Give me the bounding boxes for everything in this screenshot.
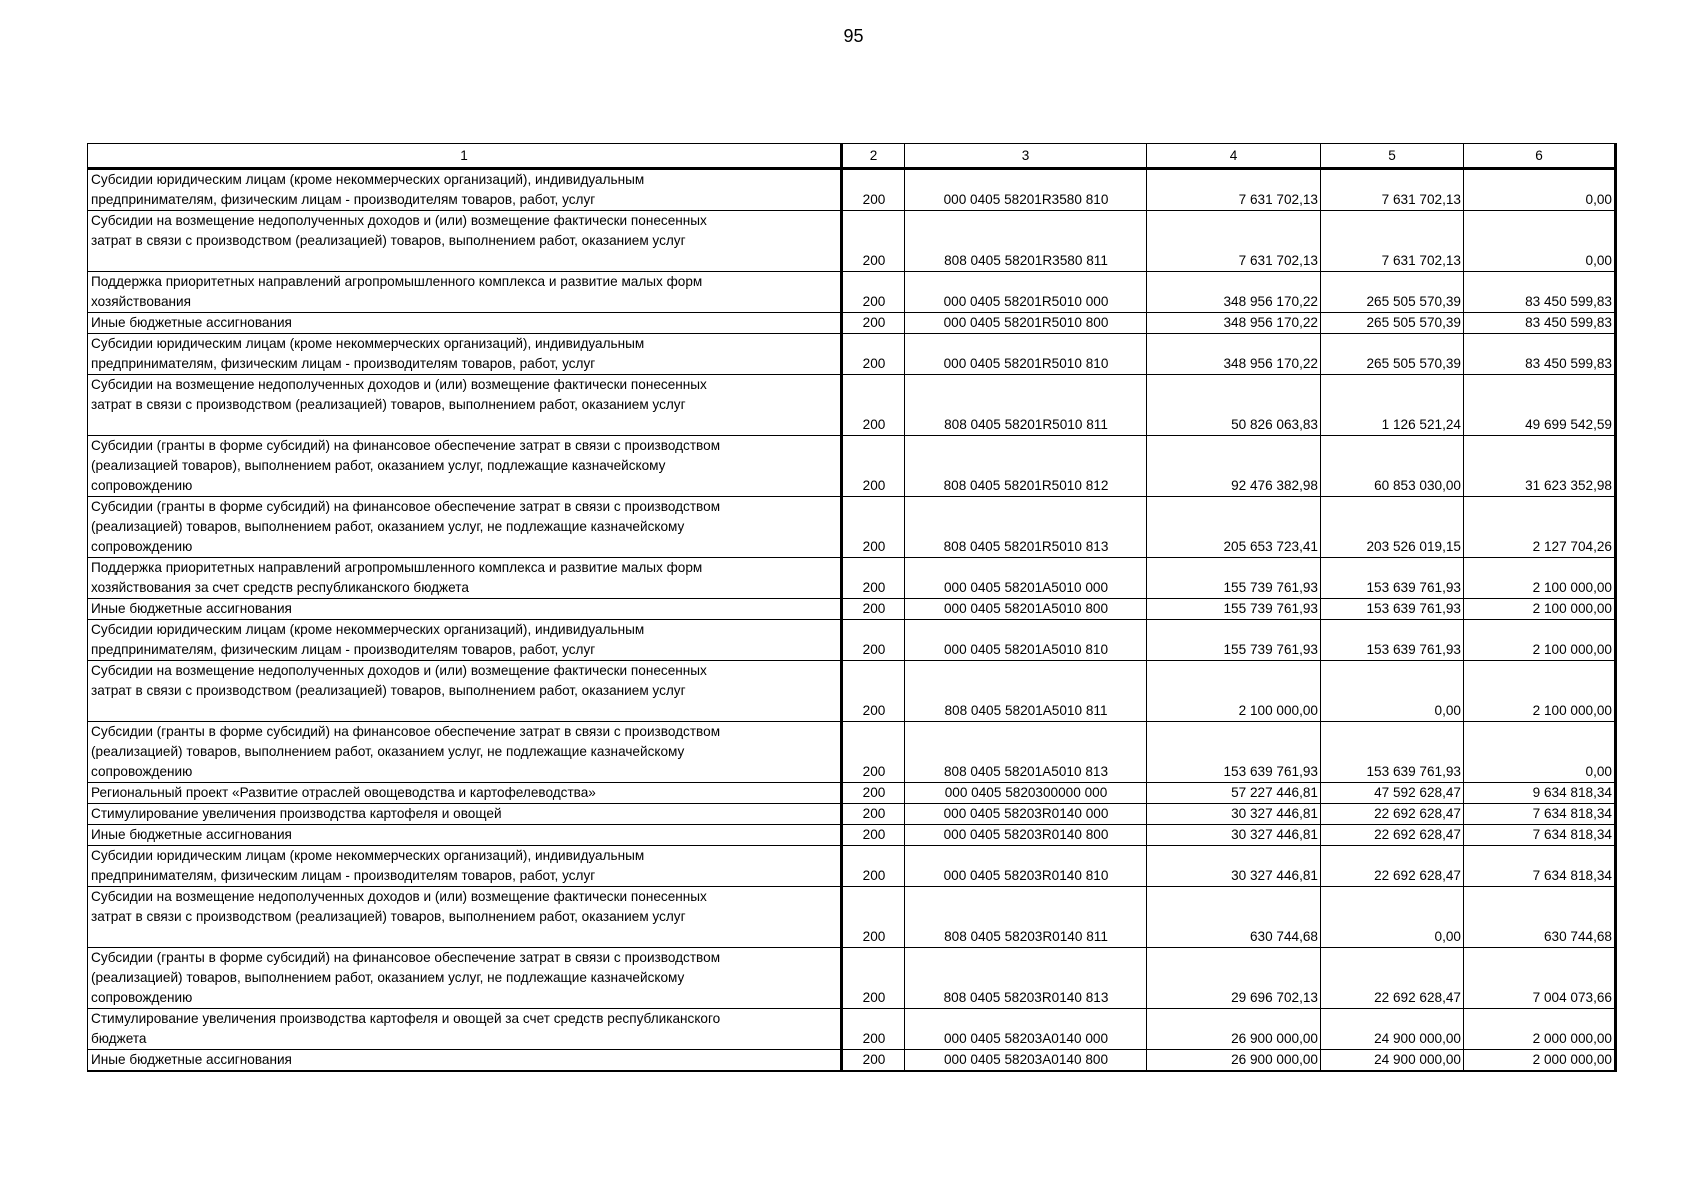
row-budget-classification-code: 000 0405 58203R0140 000	[905, 804, 1147, 825]
row-executed-amount: 153 639 761,93	[1321, 620, 1464, 661]
column-header-3: 3	[905, 144, 1147, 169]
row-unexecuted-amount: 2 100 000,00	[1464, 558, 1616, 599]
table-row	[88, 334, 1616, 375]
row-name	[88, 887, 842, 948]
row-approved-amount: 7 631 702,13	[1147, 211, 1321, 272]
row-section-code: 200	[842, 620, 905, 661]
row-executed-amount: 153 639 761,93	[1321, 558, 1464, 599]
row-name	[88, 804, 842, 825]
table-row	[88, 272, 1616, 313]
row-section-code: 200	[842, 313, 905, 334]
row-name	[88, 334, 842, 375]
row-section-code: 200	[842, 558, 905, 599]
table-header-row	[88, 144, 1616, 169]
row-name-line: (реализацией товаров), выполнением работ, оказанием услуг, подлежащие казначейскому	[91, 458, 666, 473]
row-approved-amount: 2 100 000,00	[1147, 661, 1321, 722]
row-approved-amount: 26 900 000,00	[1147, 1009, 1321, 1050]
row-approved-amount: 50 826 063,83	[1147, 375, 1321, 436]
row-name-line: Субсидии (гранты в форме субсидий) на финансовое обеспечение затрат в связи с производством	[91, 438, 721, 453]
table-row	[88, 887, 1616, 948]
row-approved-amount: 30 327 446,81	[1147, 825, 1321, 846]
row-budget-classification-code: 000 0405 58201A5010 000	[905, 558, 1147, 599]
row-section-code: 200	[842, 599, 905, 620]
row-unexecuted-amount: 7 634 818,34	[1464, 825, 1616, 846]
row-name	[88, 948, 842, 1009]
row-section-code: 200	[842, 846, 905, 887]
row-approved-amount: 30 327 446,81	[1147, 804, 1321, 825]
row-budget-classification-code: 808 0405 58201R3580 811	[905, 211, 1147, 272]
column-header-5: 5	[1321, 144, 1464, 169]
row-name-line: предпринимателям, физическим лицам - производителям товаров, работ, услуг	[91, 356, 596, 371]
page-number: 95	[843, 26, 864, 46]
table-row	[88, 375, 1616, 436]
table-row	[88, 1050, 1616, 1072]
row-name-line	[91, 927, 838, 947]
row-approved-amount: 155 739 761,93	[1147, 599, 1321, 620]
row-name-line: Региональный проект «Развитие отраслей овощеводства и картофелеводства»	[91, 785, 596, 800]
row-section-code: 200	[842, 169, 905, 211]
row-budget-classification-code: 808 0405 58201R5010 812	[905, 436, 1147, 497]
row-executed-amount: 0,00	[1321, 887, 1464, 948]
row-executed-amount: 153 639 761,93	[1321, 722, 1464, 783]
table-row	[88, 783, 1616, 804]
row-name	[88, 1050, 842, 1072]
row-unexecuted-amount: 7 004 073,66	[1464, 948, 1616, 1009]
budget-table	[87, 143, 1617, 1072]
row-name	[88, 722, 842, 783]
row-unexecuted-amount: 49 699 542,59	[1464, 375, 1616, 436]
row-unexecuted-amount: 0,00	[1464, 169, 1616, 211]
row-executed-amount: 0,00	[1321, 661, 1464, 722]
row-name-line: Иные бюджетные ассигнования	[91, 827, 292, 842]
row-name-line: бюджета	[91, 1031, 147, 1046]
row-name	[88, 558, 842, 599]
row-unexecuted-amount: 2 100 000,00	[1464, 599, 1616, 620]
table-row	[88, 169, 1616, 211]
column-header-6: 6	[1464, 144, 1616, 169]
row-name	[88, 436, 842, 497]
row-name-line: сопровождению	[91, 990, 193, 1005]
table-row	[88, 661, 1616, 722]
row-name-line: предпринимателям, физическим лицам - производителям товаров, работ, услуг	[91, 192, 596, 207]
row-executed-amount: 22 692 628,47	[1321, 825, 1464, 846]
row-executed-amount: 24 900 000,00	[1321, 1050, 1464, 1072]
row-approved-amount: 7 631 702,13	[1147, 169, 1321, 211]
row-approved-amount: 155 739 761,93	[1147, 620, 1321, 661]
row-budget-classification-code: 808 0405 58201A5010 813	[905, 722, 1147, 783]
row-name	[88, 313, 842, 334]
row-budget-classification-code: 808 0405 58201R5010 813	[905, 497, 1147, 558]
row-name-line: Иные бюджетные ассигнования	[91, 315, 292, 330]
row-approved-amount: 29 696 702,13	[1147, 948, 1321, 1009]
row-section-code: 200	[842, 825, 905, 846]
row-executed-amount: 265 505 570,39	[1321, 313, 1464, 334]
table-row	[88, 599, 1616, 620]
row-section-code: 200	[842, 1009, 905, 1050]
row-unexecuted-amount: 31 623 352,98	[1464, 436, 1616, 497]
row-name-line	[91, 701, 838, 721]
row-executed-amount: 22 692 628,47	[1321, 846, 1464, 887]
row-executed-amount: 7 631 702,13	[1321, 211, 1464, 272]
table-row	[88, 846, 1616, 887]
table-row	[88, 211, 1616, 272]
row-budget-classification-code: 000 0405 58203A0140 000	[905, 1009, 1147, 1050]
row-approved-amount: 30 327 446,81	[1147, 846, 1321, 887]
row-name-line: сопровождению	[91, 478, 193, 493]
row-executed-amount: 203 526 019,15	[1321, 497, 1464, 558]
row-unexecuted-amount: 0,00	[1464, 211, 1616, 272]
row-name	[88, 375, 842, 436]
row-name-line: предпринимателям, физическим лицам - производителям товаров, работ, услуг	[91, 868, 596, 883]
row-name	[88, 599, 842, 620]
row-name-line: Стимулирование увеличения производства картофеля и овощей за счет средств республиканского	[91, 1011, 721, 1026]
row-budget-classification-code: 808 0405 58201R5010 811	[905, 375, 1147, 436]
row-name-line: сопровождению	[91, 764, 193, 779]
row-name-line: Субсидии юридическим лицам (кроме некоммерческих организаций), индивидуальным	[91, 848, 645, 863]
row-unexecuted-amount: 7 634 818,34	[1464, 804, 1616, 825]
table-row	[88, 804, 1616, 825]
row-name-line: Субсидии (гранты в форме субсидий) на финансовое обеспечение затрат в связи с производством	[91, 950, 721, 965]
row-name-line: затрат в связи с производством (реализацией) товаров, выполнением работ, оказанием услуг	[91, 683, 686, 698]
row-executed-amount: 7 631 702,13	[1321, 169, 1464, 211]
row-section-code: 200	[842, 948, 905, 1009]
row-unexecuted-amount: 2 000 000,00	[1464, 1050, 1616, 1072]
row-name-line: (реализацией) товаров, выполнением работ, оказанием услуг, не подлежащие казначейскому	[91, 970, 685, 985]
row-unexecuted-amount: 83 450 599,83	[1464, 334, 1616, 375]
row-budget-classification-code: 000 0405 58203A0140 800	[905, 1050, 1147, 1072]
row-name	[88, 169, 842, 211]
row-name-line: Иные бюджетные ассигнования	[91, 601, 292, 616]
row-name-line: Субсидии юридическим лицам (кроме некоммерческих организаций), индивидуальным	[91, 336, 645, 351]
row-approved-amount: 630 744,68	[1147, 887, 1321, 948]
column-header-1: 1	[88, 144, 842, 169]
row-name	[88, 783, 842, 804]
row-unexecuted-amount: 2 100 000,00	[1464, 620, 1616, 661]
row-section-code: 200	[842, 211, 905, 272]
row-approved-amount: 205 653 723,41	[1147, 497, 1321, 558]
table-row	[88, 722, 1616, 783]
row-executed-amount: 153 639 761,93	[1321, 599, 1464, 620]
row-executed-amount: 22 692 628,47	[1321, 948, 1464, 1009]
row-budget-classification-code: 808 0405 58203R0140 811	[905, 887, 1147, 948]
row-name-line: Субсидии на возмещение недополученных доходов и (или) возмещение фактически понесенных	[91, 213, 707, 228]
table-row	[88, 558, 1616, 599]
row-unexecuted-amount: 630 744,68	[1464, 887, 1616, 948]
row-name-line: затрат в связи с производством (реализацией) товаров, выполнением работ, оказанием услуг	[91, 397, 686, 412]
table-row	[88, 313, 1616, 334]
row-name	[88, 825, 842, 846]
row-name	[88, 620, 842, 661]
row-executed-amount: 22 692 628,47	[1321, 804, 1464, 825]
row-budget-classification-code: 000 0405 58201R5010 800	[905, 313, 1147, 334]
row-name-line: затрат в связи с производством (реализацией) товаров, выполнением работ, оказанием услуг	[91, 909, 686, 924]
row-name-line: сопровождению	[91, 539, 193, 554]
row-name-line: (реализацией) товаров, выполнением работ, оказанием услуг, не подлежащие казначейскому	[91, 744, 685, 759]
row-unexecuted-amount: 2 100 000,00	[1464, 661, 1616, 722]
row-executed-amount: 47 592 628,47	[1321, 783, 1464, 804]
row-unexecuted-amount: 2 000 000,00	[1464, 1009, 1616, 1050]
row-name-line: хозяйствования за счет средств республиканского бюджета	[91, 580, 469, 595]
row-section-code: 200	[842, 722, 905, 783]
row-section-code: 200	[842, 497, 905, 558]
table-body	[88, 169, 1616, 1072]
row-section-code: 200	[842, 436, 905, 497]
row-name-line: предпринимателям, физическим лицам - производителям товаров, работ, услуг	[91, 642, 596, 657]
row-name	[88, 497, 842, 558]
row-section-code: 200	[842, 887, 905, 948]
row-unexecuted-amount: 2 127 704,26	[1464, 497, 1616, 558]
row-approved-amount: 155 739 761,93	[1147, 558, 1321, 599]
row-name-line	[91, 415, 838, 435]
row-unexecuted-amount: 83 450 599,83	[1464, 313, 1616, 334]
row-name-line: Субсидии юридическим лицам (кроме некоммерческих организаций), индивидуальным	[91, 622, 645, 637]
row-unexecuted-amount: 83 450 599,83	[1464, 272, 1616, 313]
row-name-line: Субсидии на возмещение недополученных доходов и (или) возмещение фактически понесенных	[91, 377, 707, 392]
row-name	[88, 661, 842, 722]
row-name-line: Иные бюджетные ассигнования	[91, 1052, 292, 1067]
row-executed-amount: 24 900 000,00	[1321, 1009, 1464, 1050]
table-row	[88, 436, 1616, 497]
row-executed-amount: 265 505 570,39	[1321, 272, 1464, 313]
row-name-line: Субсидии на возмещение недополученных доходов и (или) возмещение фактически понесенных	[91, 663, 707, 678]
row-section-code: 200	[842, 272, 905, 313]
row-name-line: затрат в связи с производством (реализацией) товаров, выполнением работ, оказанием услуг	[91, 233, 686, 248]
row-name-line: (реализацией) товаров, выполнением работ, оказанием услуг, не подлежащие казначейскому	[91, 519, 685, 534]
row-section-code: 200	[842, 334, 905, 375]
row-budget-classification-code: 000 0405 5820300000 000	[905, 783, 1147, 804]
row-executed-amount: 1 126 521,24	[1321, 375, 1464, 436]
row-budget-classification-code: 000 0405 58201R5010 000	[905, 272, 1147, 313]
row-approved-amount: 57 227 446,81	[1147, 783, 1321, 804]
table-row	[88, 825, 1616, 846]
row-approved-amount: 348 956 170,22	[1147, 272, 1321, 313]
row-name	[88, 272, 842, 313]
row-name-line: хозяйствования	[91, 294, 191, 309]
table-row	[88, 1009, 1616, 1050]
row-budget-classification-code: 000 0405 58203R0140 810	[905, 846, 1147, 887]
row-approved-amount: 92 476 382,98	[1147, 436, 1321, 497]
row-budget-classification-code: 000 0405 58203R0140 800	[905, 825, 1147, 846]
row-approved-amount: 153 639 761,93	[1147, 722, 1321, 783]
table-row	[88, 620, 1616, 661]
row-section-code: 200	[842, 375, 905, 436]
row-budget-classification-code: 000 0405 58201R5010 810	[905, 334, 1147, 375]
row-name-line: Поддержка приоритетных направлений агропромышленного комплекса и развитие малых форм	[91, 274, 703, 289]
row-name-line: Стимулирование увеличения производства картофеля и овощей	[91, 806, 502, 821]
row-approved-amount: 348 956 170,22	[1147, 313, 1321, 334]
row-approved-amount: 26 900 000,00	[1147, 1050, 1321, 1072]
row-name-line: Субсидии юридическим лицам (кроме некоммерческих организаций), индивидуальным	[91, 172, 645, 187]
row-unexecuted-amount: 0,00	[1464, 722, 1616, 783]
row-budget-classification-code: 000 0405 58201A5010 800	[905, 599, 1147, 620]
row-name	[88, 211, 842, 272]
row-section-code: 200	[842, 783, 905, 804]
table-row	[88, 497, 1616, 558]
row-name	[88, 846, 842, 887]
row-executed-amount: 265 505 570,39	[1321, 334, 1464, 375]
column-header-4: 4	[1147, 144, 1321, 169]
row-name	[88, 1009, 842, 1050]
row-name-line	[91, 251, 838, 271]
row-budget-classification-code: 808 0405 58203R0140 813	[905, 948, 1147, 1009]
table-row	[88, 948, 1616, 1009]
row-section-code: 200	[842, 1050, 905, 1072]
row-budget-classification-code: 000 0405 58201A5010 810	[905, 620, 1147, 661]
row-budget-classification-code: 808 0405 58201A5010 811	[905, 661, 1147, 722]
row-unexecuted-amount: 9 634 818,34	[1464, 783, 1616, 804]
row-approved-amount: 348 956 170,22	[1147, 334, 1321, 375]
row-budget-classification-code: 000 0405 58201R3580 810	[905, 169, 1147, 211]
row-section-code: 200	[842, 661, 905, 722]
row-name-line: Субсидии на возмещение недополученных доходов и (или) возмещение фактически понесенных	[91, 889, 707, 904]
row-section-code: 200	[842, 804, 905, 825]
row-executed-amount: 60 853 030,00	[1321, 436, 1464, 497]
row-unexecuted-amount: 7 634 818,34	[1464, 846, 1616, 887]
row-name-line: Поддержка приоритетных направлений агропромышленного комплекса и развитие малых форм	[91, 560, 703, 575]
column-header-2: 2	[842, 144, 905, 169]
row-name-line: Субсидии (гранты в форме субсидий) на финансовое обеспечение затрат в связи с производством	[91, 724, 721, 739]
row-name-line: Субсидии (гранты в форме субсидий) на финансовое обеспечение затрат в связи с производством	[91, 499, 721, 514]
